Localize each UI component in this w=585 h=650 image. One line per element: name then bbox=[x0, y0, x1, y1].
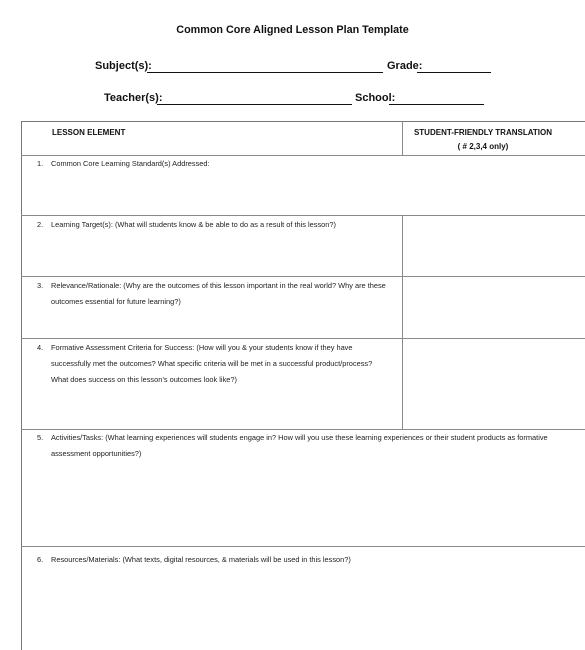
row-divider bbox=[21, 546, 585, 547]
school-label: School: bbox=[355, 92, 396, 104]
column-divider bbox=[402, 215, 403, 429]
row-number: 5. bbox=[37, 433, 44, 442]
row-divider bbox=[21, 276, 585, 277]
row-text: Common Core Learning Standard(s) Addressed: bbox=[51, 159, 210, 168]
row-divider bbox=[21, 338, 585, 339]
teacher-field[interactable] bbox=[157, 92, 352, 105]
row-text: Learning Target(s): (What will students know & be able to do as a result of this lesson?) bbox=[51, 220, 336, 229]
row-formative-assessment bbox=[37, 340, 372, 388]
row-number: 1. bbox=[37, 159, 44, 168]
row-text: Activities/Tasks: (What learning experiences will students engage in? How will you use these learning experiences or their student products as formative bbox=[51, 433, 548, 442]
row-number: 4. bbox=[37, 343, 44, 352]
teacher-label: Teacher(s): bbox=[104, 92, 163, 104]
school-field[interactable] bbox=[389, 92, 484, 105]
subject-label: Subject(s): bbox=[95, 60, 152, 72]
translation-subheader: ( # 2,3,4 only) bbox=[457, 142, 509, 151]
subject-field[interactable] bbox=[147, 60, 383, 73]
document-title: Common Core Aligned Lesson Plan Template bbox=[176, 24, 409, 36]
row-number: 6. bbox=[37, 555, 44, 564]
row-text: Formative Assessment Criteria for Success: (How will you & your students know if they have bbox=[51, 343, 353, 352]
row-text: successfully met the outcomes? What specific criteria will be met in a successful product/process? bbox=[51, 359, 373, 368]
grade-field[interactable] bbox=[417, 60, 491, 73]
row-text: outcomes essential for future learning?) bbox=[51, 297, 181, 306]
lesson-element-header: LESSON ELEMENT bbox=[52, 128, 126, 137]
row-standards bbox=[37, 156, 210, 172]
row-learning-targets bbox=[37, 217, 336, 233]
translation-header: STUDENT-FRIENDLY TRANSLATION bbox=[413, 128, 553, 137]
row-activities bbox=[37, 430, 582, 462]
row-text: Relevance/Rationale: (Why are the outcomes of this lesson important in the real world? Why are these bbox=[51, 281, 386, 290]
row-number: 3. bbox=[37, 281, 44, 290]
row-text: assessment opportunities?) bbox=[51, 449, 142, 458]
row-resources bbox=[37, 552, 351, 568]
row-text: What does success on this lesson’s outcomes look like?) bbox=[51, 375, 237, 384]
row-number: 2. bbox=[37, 220, 44, 229]
row-relevance bbox=[37, 278, 386, 310]
grade-label: Grade: bbox=[387, 60, 423, 72]
row-text: Resources/Materials: (What texts, digital resources, & materials will be used in this lesson?) bbox=[51, 555, 351, 564]
row-divider bbox=[21, 215, 585, 216]
